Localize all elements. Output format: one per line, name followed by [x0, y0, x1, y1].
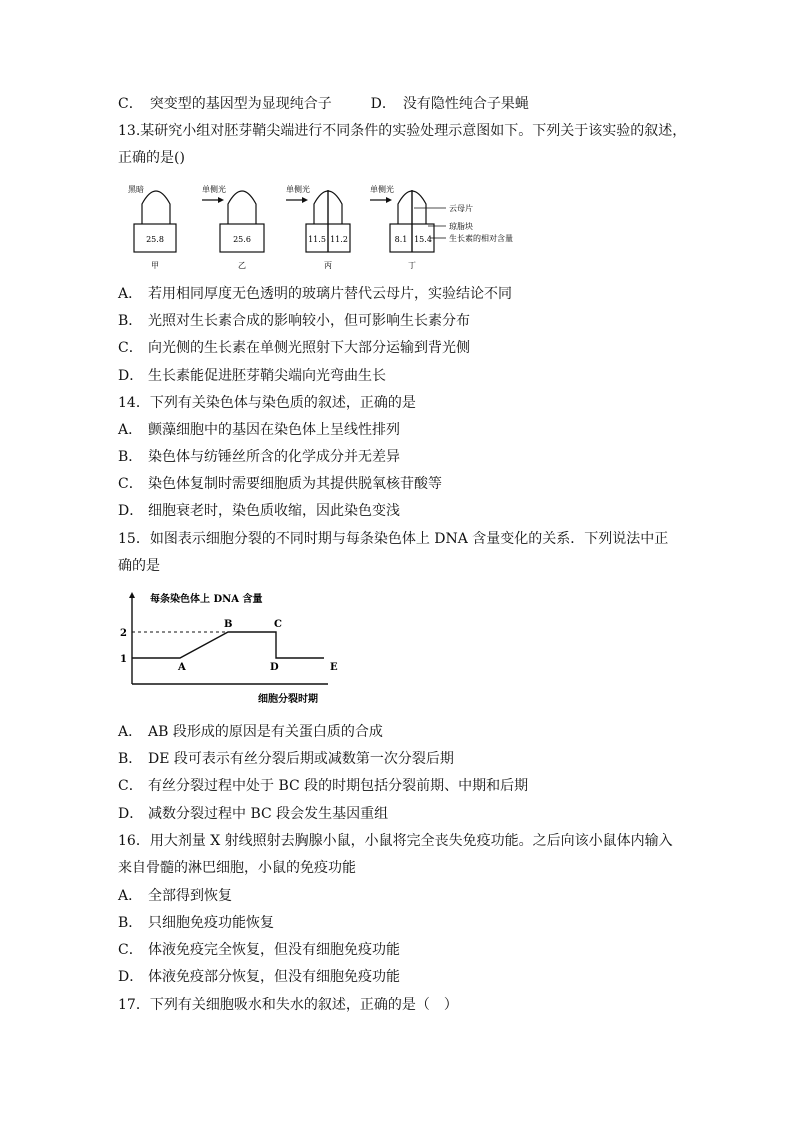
q16-stem-line1: 16．用大剂量 X 射线照射去胸腺小鼠，小鼠将完全丧失免疫功能。之后向该小鼠体内输入 — [118, 833, 673, 849]
q12-option-c: C． 突变型的基因型为显现纯合子 — [118, 96, 332, 112]
q14-option-b: B． 染色体与纺锤丝所含的化学成分并无差异 — [118, 449, 400, 465]
q15-stem-line1: 15．如图表示细胞分裂的不同时期与每条染色体上 DNA 含量变化的关系．下列说法中正 — [118, 531, 669, 547]
panel-yi-condition: 单侧光 — [202, 185, 226, 194]
y-tick-label: 2 — [120, 628, 127, 639]
panel-yi-value: 25.6 — [233, 235, 251, 244]
panel-bing-label: 丙 — [324, 261, 332, 270]
q15-figure — [118, 588, 358, 710]
panel-bing-value-left: 11.5 — [308, 235, 326, 244]
legend-agar: 琼脂块 — [449, 222, 473, 231]
q14-option-c: C． 染色体复制时需要细胞质为其提供脱氧核苷酸等 — [118, 476, 442, 492]
q14-option-d: D． 细胞衰老时，染色质收缩，因此染色变浅 — [118, 503, 400, 519]
q17-stem: 17．下列有关细胞吸水和失水的叙述，正确的是（ ） — [118, 997, 458, 1013]
q13-figure — [118, 178, 538, 276]
q13-option-b: B． 光照对生长素合成的影响较小，但可影响生长素分布 — [118, 313, 470, 329]
dna-content-chart — [118, 588, 358, 710]
q16-option-d: D． 体液免疫部分恢复，但没有细胞免疫功能 — [118, 969, 400, 985]
point-label-b: B — [224, 619, 233, 630]
coleoptile-diagram — [118, 178, 538, 276]
q14-stem: 14．下列有关染色体与染色质的叙述，正确的是 — [118, 395, 416, 411]
point-label-a: A — [178, 662, 186, 673]
q14-option-a: A． 颤藻细胞中的基因在染色体上呈线性排列 — [118, 422, 400, 438]
panel-jia — [128, 184, 176, 270]
q13-option-d: D． 生长素能促进胚芽鞘尖端向光弯曲生长 — [118, 368, 386, 384]
panel-jia-condition: 黑暗 — [128, 185, 144, 194]
q12-options-cd — [118, 94, 529, 114]
q15-option-b: B． DE 段可表示有丝分裂后期或减数第一次分裂后期 — [118, 751, 454, 767]
panel-bing-value-right: 11.2 — [330, 235, 348, 244]
point-label-e: E — [330, 662, 338, 673]
q16-option-c: C． 体液免疫完全恢复，但没有细胞免疫功能 — [118, 942, 400, 958]
q15-option-d: D． 减数分裂过程中 BC 段会发生基因重组 — [118, 806, 389, 822]
panel-ding-label: 丁 — [408, 261, 416, 270]
point-label-c: C — [274, 619, 282, 630]
q13-stem-line1: 13.某研究小组对胚芽鞘尖端进行不同条件的实验处理示意图如下。下列关于该实验的叙述， — [118, 123, 687, 139]
panel-ding — [370, 184, 513, 270]
panel-ding-condition: 单侧光 — [370, 185, 394, 194]
q13-option-a: A． 若用相同厚度无色透明的玻璃片替代云母片，实验结论不同 — [118, 286, 512, 302]
panel-yi — [202, 184, 264, 270]
q15-stem-line2: 确的是 — [118, 558, 160, 574]
point-label-d: D — [270, 662, 279, 673]
q16-stem-line2: 来自骨髓的淋巴细胞，小鼠的免疫功能 — [118, 860, 356, 876]
q15-option-a: A． AB 段形成的原因是有关蛋白质的合成 — [118, 724, 383, 740]
panel-bing — [286, 184, 350, 270]
chart-xlabel: 细胞分裂时期 — [258, 694, 318, 705]
panel-ding-value-left: 8.1 — [394, 235, 408, 244]
q16-option-a: A． 全部得到恢复 — [118, 888, 232, 904]
panel-jia-label: 甲 — [151, 261, 159, 270]
q13-option-c: C． 向光侧的生长素在单侧光照射下大部分运输到背光侧 — [118, 340, 470, 356]
q13-stem-line2: 正确的是() — [118, 150, 185, 166]
legend-mica: 云母片 — [449, 204, 473, 213]
q16-option-b: B． 只细胞免疫功能恢复 — [118, 915, 274, 931]
panel-ding-value-right: 15.4 — [414, 235, 432, 244]
dna-content-line — [132, 632, 324, 658]
y-tick-label: 1 — [120, 654, 127, 665]
panel-yi-label: 乙 — [238, 261, 246, 270]
q12-option-d: D． 没有隐性纯合子果蝇 — [370, 96, 529, 112]
legend-auxin: 生长素的相对含量 — [449, 234, 513, 243]
q15-option-c: C． 有丝分裂过程中处于 BC 段的时期包括分裂前期、中期和后期 — [118, 778, 529, 794]
y-axis-arrow — [129, 592, 135, 598]
panel-bing-condition: 单侧光 — [286, 185, 310, 194]
panel-jia-value: 25.8 — [146, 235, 164, 244]
chart-ylabel: 每条染色体上 DNA 含量 — [150, 594, 263, 605]
